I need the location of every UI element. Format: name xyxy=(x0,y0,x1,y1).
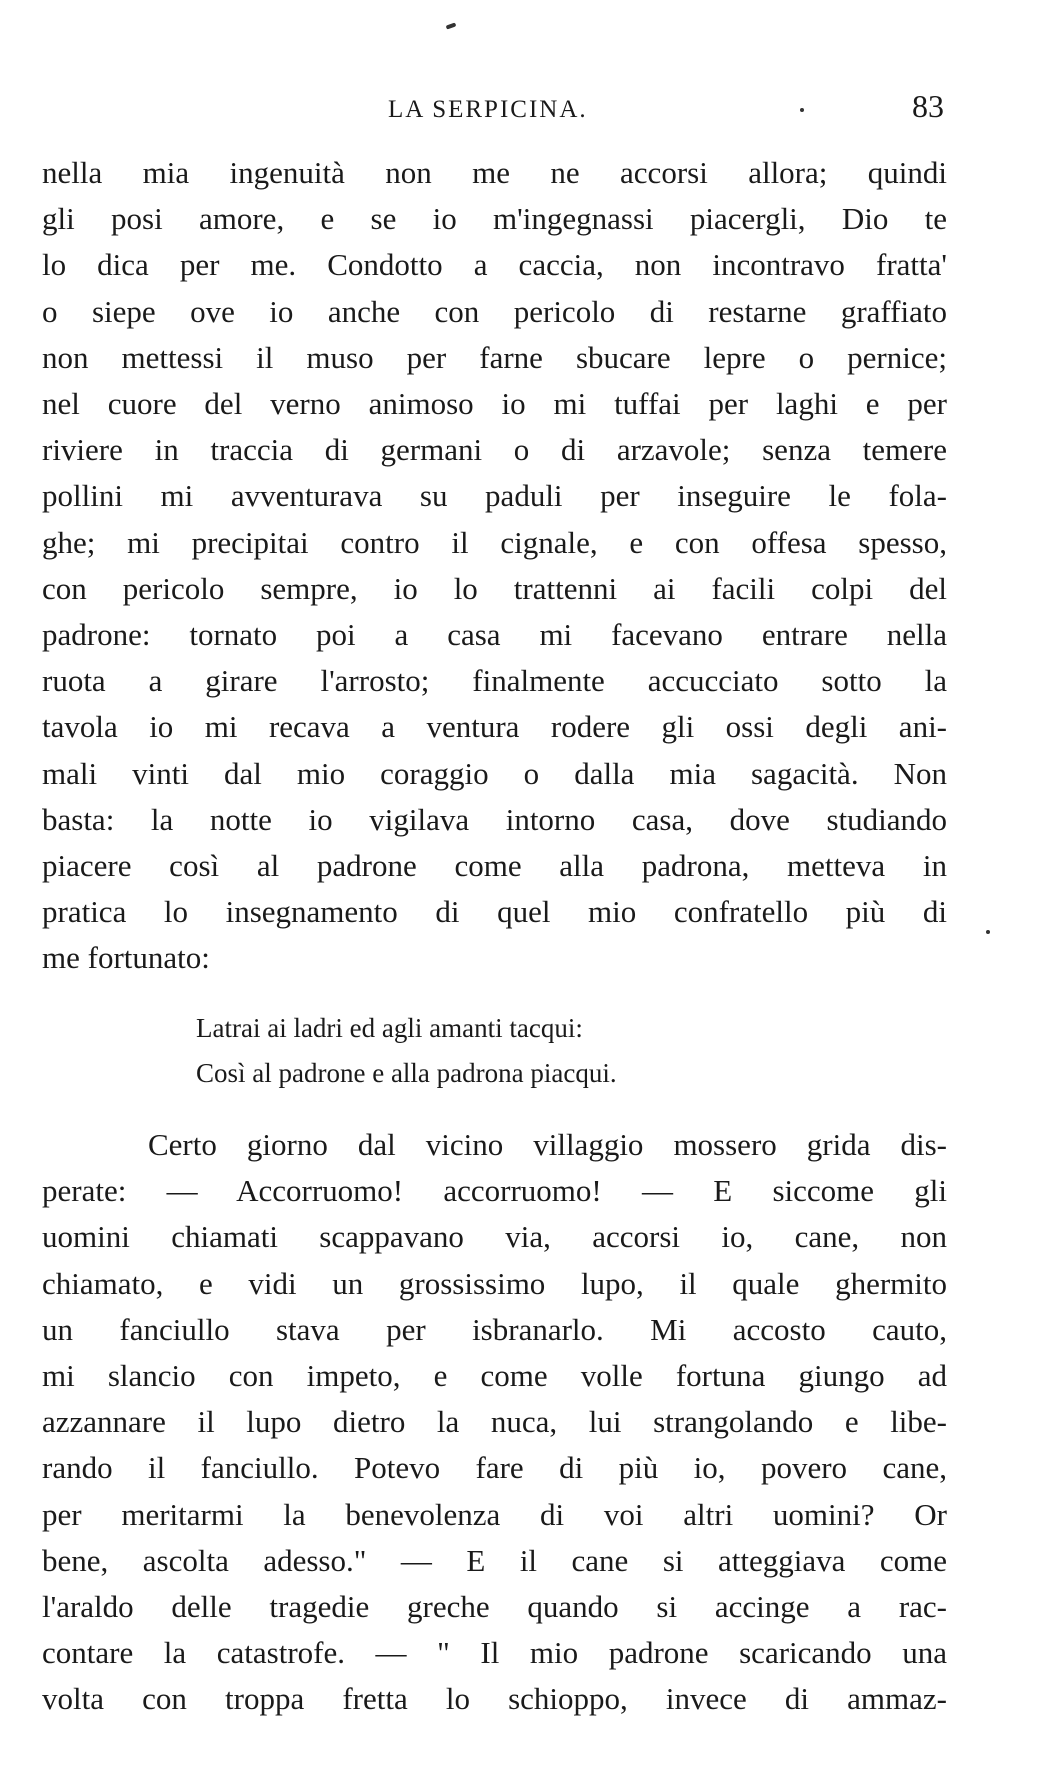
text-line: Certo giorno dal vicino villaggio mossero grida dis- xyxy=(148,1127,947,1162)
text-line: tavola io mi recava a ventura rodere gli ossi degli ani- xyxy=(42,709,947,745)
text-line: piacere così al padrone come alla padrona, metteva in xyxy=(42,848,947,884)
text-line: contare la catastrofe. — " Il mio padrone scaricando una xyxy=(42,1635,947,1671)
text-line: rando il fanciullo. Potevo fare di più io, povero cane, xyxy=(42,1450,947,1486)
print-mark xyxy=(446,22,457,29)
verse-line: Latrai ai ladri ed agli amanti tacqui: xyxy=(196,1013,583,1043)
text-line: perate: — Accorruomo! accorruomo! — E siccome gli xyxy=(42,1173,947,1209)
verse-line: Così al padrone e alla padrona piacqui. xyxy=(196,1058,617,1088)
text-line: un fanciullo stava per isbranarlo. Mi accosto cauto, xyxy=(42,1311,947,1347)
print-dot xyxy=(800,108,804,112)
text-line: lo dica per me. Condotto a caccia, non incontravo fratta' xyxy=(42,247,947,283)
text-line: ghe; mi precipitai contro il cignale, e con offesa spesso, xyxy=(42,524,947,560)
text-line: non mettessi il muso per farne sbucare lepre o pernice; xyxy=(42,339,947,375)
text-line: pratica lo insegnamento di quel mio confratello più di xyxy=(42,894,947,930)
text-line: riviere in traccia di germani o di arzavole; senza temere xyxy=(42,432,947,468)
text-line: mi slancio con impeto, e come volle fortuna giungo ad xyxy=(42,1358,947,1394)
page-header xyxy=(0,88,1064,128)
text-line: o siepe ove io anche con pericolo di restarne graffiato xyxy=(42,293,947,329)
text-line: ruota a girare l'arrosto; finalmente accucciato sotto la xyxy=(42,663,947,699)
paragraph-2 xyxy=(42,1122,947,1723)
text-line: me fortunato: xyxy=(42,940,210,976)
text-line: pollini mi avventurava su paduli per inseguire le fola- xyxy=(42,478,947,514)
text-line: mali vinti dal mio coraggio o dalla mia sagacità. Non xyxy=(42,755,947,791)
text-line: per meritarmi la benevolenza di voi altri uomini? Or xyxy=(42,1496,947,1532)
text-line: con pericolo sempre, io lo trattenni ai facili colpi del xyxy=(42,570,947,606)
text-line: uomini chiamati scappavano via, accorsi io, cane, non xyxy=(42,1219,947,1255)
page-number: 83 xyxy=(912,88,944,124)
text-line: azzannare il lupo dietro la nuca, lui strangolando e libe- xyxy=(42,1404,947,1440)
text-line: gli posi amore, e se io m'ingegnassi piacergli, Dio te xyxy=(42,201,947,237)
text-line: basta: la notte io vigilava intorno casa, dove studiando xyxy=(42,801,947,837)
text-line: padrone: tornato poi a casa mi facevano entrare nella xyxy=(42,617,947,653)
text-line: nel cuore del verno animoso io mi tuffai per laghi e per xyxy=(42,386,947,422)
print-dot xyxy=(986,930,990,934)
running-title: LA SERPICINA. xyxy=(388,96,588,123)
text-line: l'araldo delle tragedie greche quando si accinge a rac- xyxy=(42,1589,947,1625)
verse-quote xyxy=(196,1006,896,1096)
paragraph-1 xyxy=(42,150,947,982)
text-line: nella mia ingenuità non me ne accorsi allora; quindi xyxy=(42,155,947,190)
text-line: chiamato, e vidi un grossissimo lupo, il quale ghermito xyxy=(42,1265,947,1301)
text-line: bene, ascolta adesso." — E il cane si atteggiava come xyxy=(42,1542,947,1578)
text-line: volta con troppa fretta lo schioppo, invece di ammaz- xyxy=(42,1681,947,1717)
